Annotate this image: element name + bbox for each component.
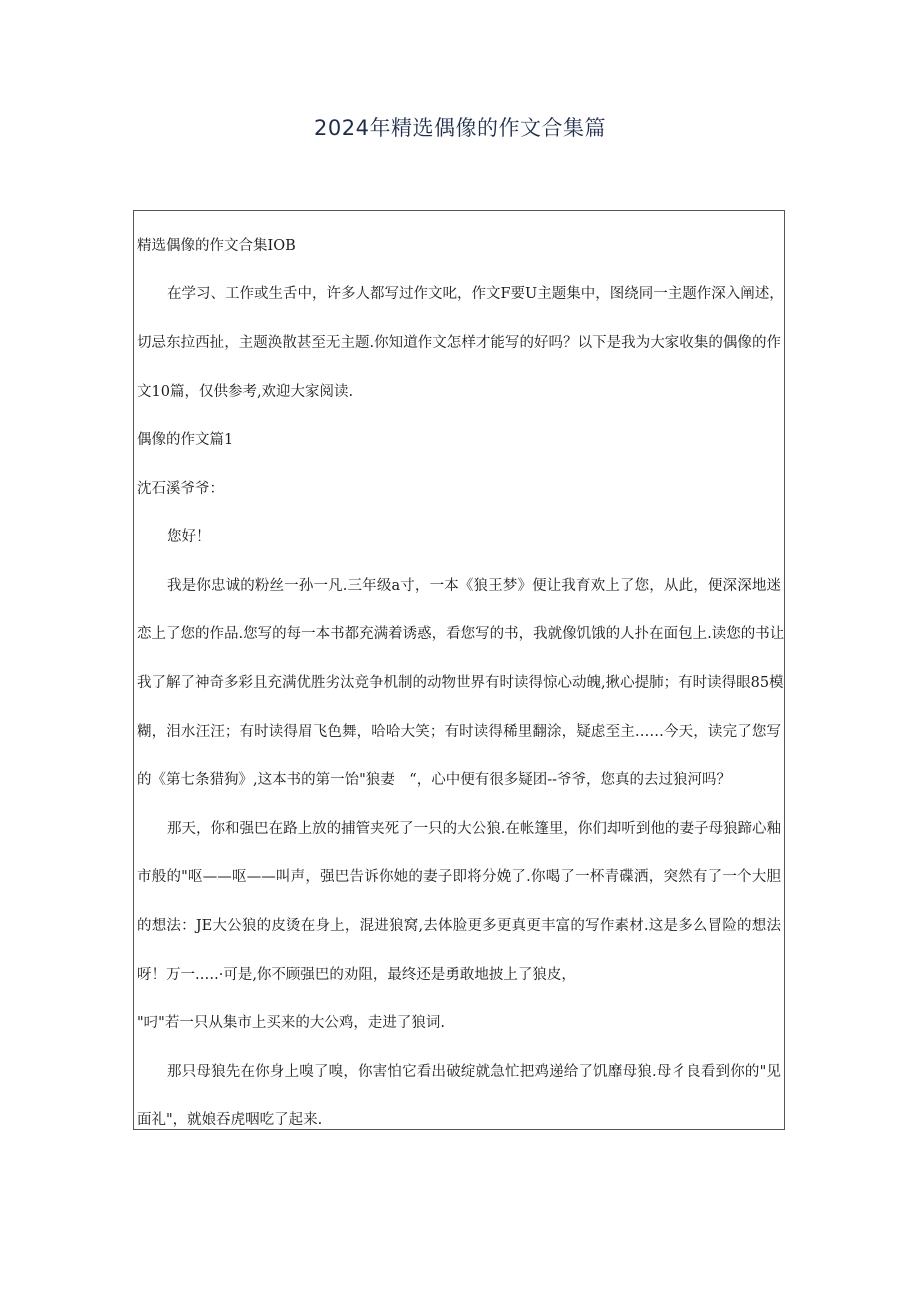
heading-line: 精选偶像的作文合集IOB [137, 238, 296, 254]
text-line: 我是你忠诚的粉丝一孙一凡.三年级a寸，一本《狼王梦》便让我育欢上了您，从此，便深深地迷 [167, 578, 781, 594]
content-frame [133, 210, 785, 1130]
text-line: 恋上了您的作品.您写的每一本书都充满着诱惑，看您写的书，我就像饥饿的人扑在面包上.读您的书让 [137, 626, 785, 642]
greeting: 您好！ [167, 529, 211, 545]
text-line: 我了解了神奇多彩且充满优胜劣汰竞争机制的动物世界有时读得惊心动魄,揪心提肺；有时读得眼85模 [137, 675, 784, 691]
text-line: 糊，泪水汪汪；有时读得眉飞色舞，哈哈大笑；有时读得稀里翻涂，疑虑至主……今天，读完了您写 [137, 724, 781, 740]
text-line: 文10篇，仅供参考,欢迎大家阅读. [137, 384, 354, 400]
text-line: 市般的"呕——呕——叫声，强巴告诉你她的妻子即将分娩了.你喝了一杯青碟洒，突然有了一个大胆 [137, 869, 781, 885]
text-line: "叼"若一只从集市上买来的大公鸡，走进了狼词. [137, 1015, 445, 1031]
text-line: 面礼"，就娘吞虎咽吃了起来. [137, 1112, 323, 1128]
text-line: 切忌东拉西扯，主题涣散甚至无主题.你知道作文怎样才能写的好吗？以下是我为大家收集的偶像的作 [137, 335, 781, 351]
text-line: 那天，你和强巴在路上放的捕管夹死了一只的大公狼.在帐篷里，你们却听到他的妻子母狼蹄心釉 [167, 821, 781, 837]
text-line: 的想法：JE大公狼的皮烫在身上，混进狼窝,去体脸更多更真更丰富的写作素材.这是多么冒险的想法 [137, 918, 781, 934]
text-line: 那只母狼先在你身上嗅了嗅，你害怕它看出破绽就急忙把鸡递给了饥靡母狼.母彳良看到你的"见 [167, 1064, 781, 1080]
text-line: 的《第七条猎狗》,这本书的第一饴"狼妻 “，心中便有很多疑团--爷爷，您真的去过狼河吗？ [137, 772, 731, 788]
document-title: 2024年精选偶像的作文合集篇 [314, 116, 606, 140]
text-line: 呀！万一.….·可是,你不顾强巴的劝阻，最终还是勇敢地披上了狼皮， [137, 967, 576, 983]
salutation: 沈石溪爷爷： [137, 481, 224, 497]
section-heading: 偶像的作文篇1 [137, 432, 234, 448]
text-line: 在学习、工作或生舌中，许多人都写过作文叱，作文F要U主题集中，图绕同一主题作深入阐述， [167, 286, 784, 302]
